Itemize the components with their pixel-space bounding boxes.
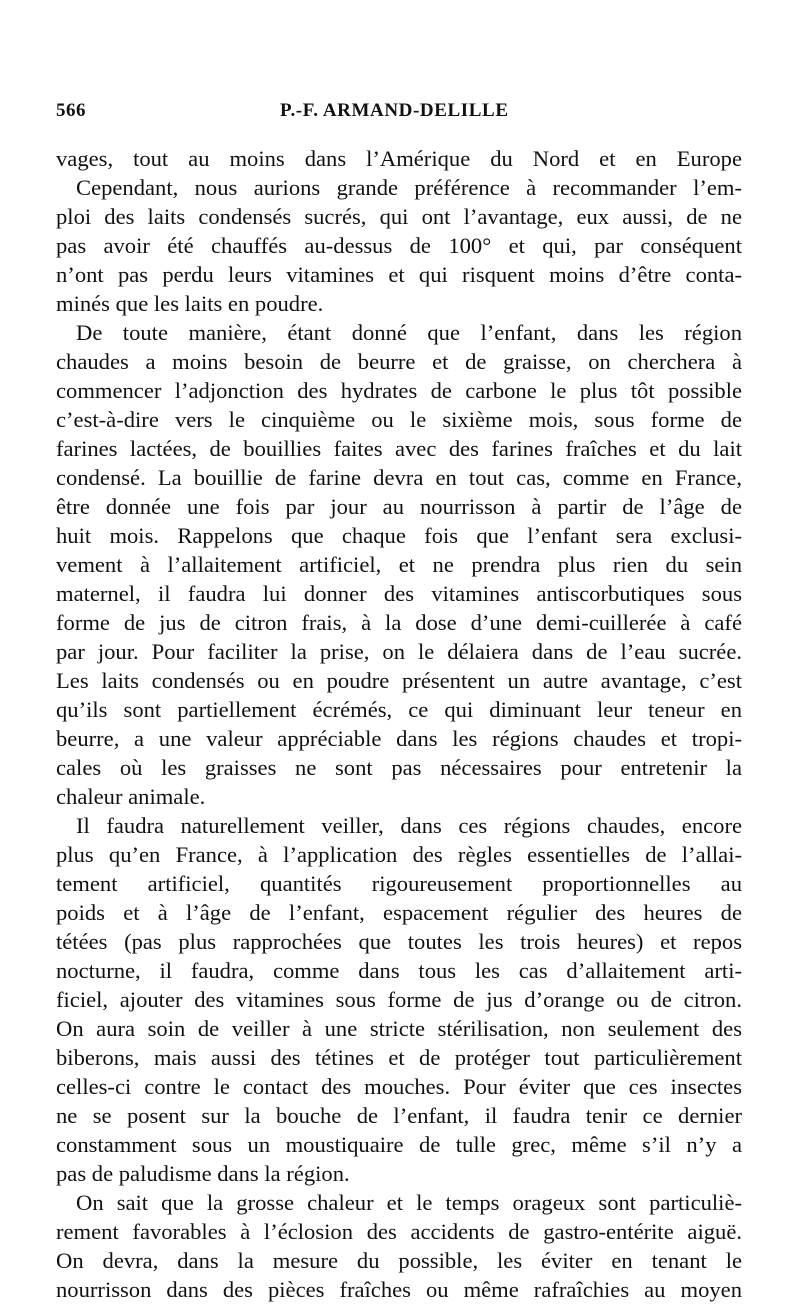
text-line: être donnée une fois par jour au nourrisson à partir de l’âge de <box>56 494 742 519</box>
page-number: 566 <box>56 100 86 121</box>
text-line: celles-ci contre le contact des mouches. Pour éviter que ces insectes <box>56 1074 742 1099</box>
text-line: Il faudra naturellement veiller, dans ces régions chaudes, encore <box>76 813 742 838</box>
text-line: De toute manière, étant donné que l’enfant, dans les région <box>76 320 742 345</box>
text-line: tétées (pas plus rapprochées que toutes les trois heures) et repos <box>56 929 742 954</box>
text-line: chaleur animale. <box>56 784 206 809</box>
text-line: pas de paludisme dans la région. <box>56 1161 350 1186</box>
text-line: cales où les graisses ne sont pas nécessaires pour entretenir la <box>56 755 742 780</box>
text-line: ploi des laits condensés sucrés, qui ont l’avantage, eux aussi, de ne <box>56 204 742 229</box>
text-line: plus qu’en France, à l’application des règles essentielles de l’allai- <box>56 842 742 867</box>
body-text <box>56 144 742 1304</box>
text-line: pas avoir été chauffés au-dessus de 100° et qui, par conséquent <box>56 233 742 258</box>
text-line: ficiel, ajouter des vitamines sous forme de jus d’orange ou de citron. <box>56 987 742 1012</box>
text-line: maternel, il faudra lui donner des vitamines antiscorbutiques sous <box>56 581 742 606</box>
text-line: On aura soin de veiller à une stricte stérilisation, non seulement des <box>56 1016 742 1041</box>
text-line: biberons, mais aussi des tétines et de protéger tout particulièrement <box>56 1045 742 1070</box>
text-line: vages, tout au moins dans l’Amérique du Nord et en Europe <box>56 146 742 171</box>
text-line: ne se posent sur la bouche de l’enfant, il faudra tenir ce dernier <box>56 1103 742 1128</box>
text-line: chaudes a moins besoin de beurre et de graisse, on cherchera à <box>56 349 742 374</box>
running-head: P.-F. ARMAND-DELILLE <box>280 100 509 121</box>
text-line: nourrisson dans des pièces fraîches ou même rafraîchies au moyen <box>56 1277 742 1302</box>
text-line: rement favorables à l’éclosion des accidents de gastro-entérite aiguë. <box>56 1219 742 1244</box>
text-line: beurre, a une valeur appréciable dans les régions chaudes et tropi- <box>56 726 742 751</box>
text-line: Cependant, nous aurions grande préférence à recommander l’em- <box>76 175 742 200</box>
text-line: Les laits condensés ou en poudre présentent un autre avantage, c’est <box>56 668 742 693</box>
text-line: poids et à l’âge de l’enfant, espacement régulier des heures de <box>56 900 742 925</box>
text-line: farines lactées, de bouillies faites avec des farines fraîches et du lait <box>56 436 742 461</box>
text-line: nocturne, il faudra, comme dans tous les cas d’allaitement arti- <box>56 958 742 983</box>
text-line: par jour. Pour faciliter la prise, on le délaiera dans de l’eau sucrée. <box>56 639 742 664</box>
text-line: minés que les laits en poudre. <box>56 291 324 316</box>
text-line: huit mois. Rappelons que chaque fois que l’enfant sera exclusi- <box>56 523 742 548</box>
text-line: forme de jus de citron frais, à la dose d’une demi-cuillerée à café <box>56 610 742 635</box>
text-line: condensé. La bouillie de farine devra en tout cas, comme en France, <box>56 465 742 490</box>
text-line: On devra, dans la mesure du possible, les éviter en tenant le <box>56 1248 742 1273</box>
text-line: constamment sous un moustiquaire de tulle grec, même s’il n’y a <box>56 1132 742 1157</box>
text-line: commencer l’adjonction des hydrates de carbone le plus tôt possible <box>56 378 742 403</box>
page-header <box>56 100 756 130</box>
text-line: n’ont pas perdu leurs vitamines et qui risquent moins d’être conta- <box>56 262 742 287</box>
text-line: On sait que la grosse chaleur et le temps orageux sont particuliè- <box>76 1190 742 1215</box>
text-line: vement à l’allaitement artificiel, et ne prendra plus rien du sein <box>56 552 742 577</box>
text-line: tement artificiel, quantités rigoureusement proportionnelles au <box>56 871 742 896</box>
text-line: c’est-à-dire vers le cinquième ou le sixième mois, sous forme de <box>56 407 742 432</box>
text-line: qu’ils sont partiellement écrémés, ce qui diminuant leur teneur en <box>56 697 742 722</box>
